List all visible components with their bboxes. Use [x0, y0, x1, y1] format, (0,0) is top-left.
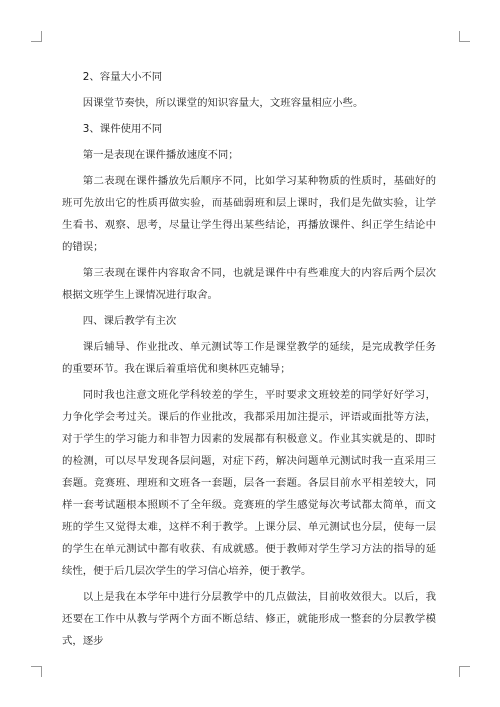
crop-mark-top-left — [31, 31, 42, 42]
paragraph: 以上是我在本学年中进行分层教学中的几点做法，目前收效很大。以后，我还要在工作中从教与学两个方面不断总结、修正，就能形成一整套的分层教学模式，逐步 — [62, 591, 436, 647]
crop-mark-bottom-right — [459, 666, 470, 677]
paragraph: 第三表现在课件内容取舍不同，也就是课件中有些难度大的内容后两个层次根据文班学生上课情况进行取舍。 — [62, 267, 436, 301]
heading-courseware: 3、课件使用不同 — [82, 123, 163, 135]
paragraph: 第一是表现在课件播放速度不同； — [82, 149, 239, 161]
paragraph: 第二表现在课件播放先后顺序不同，比如学习某种物质的性质时，基础好的班可先放出它的性质再做实验，而基础弱班和层上课时，我们是先做实验，让学生看书、观察、思考，尽量让学生得出某些结论，再播放课件、纠正学生结论中的错误； — [62, 175, 436, 253]
paragraph: 课后辅导、作业批改、单元测试等工作是课堂教学的延续，是完成教学任务的重要环节。我在课后着重培优和奥林匹克辅导； — [62, 341, 436, 375]
paragraph: 因课堂节奏快，所以课堂的知识容量大，文班容量相应小些。 — [82, 97, 364, 109]
crop-mark-bottom-left — [31, 666, 42, 677]
heading-after-class: 四、课后教学有主次 — [82, 315, 177, 327]
document-body — [62, 66, 436, 656]
heading-capacity: 2、容量大小不同 — [82, 71, 163, 83]
crop-mark-top-right — [459, 31, 470, 42]
paragraph: 同时我也注意文班化学科较差的学生，平时要求文班较差的同学好好学习，力争化学会考过关。课后的作业批改，我都采用加注提示，评语或面批等方法，对于学生的学习能力和非智力因素的发展都有积极意义。作业其实就是的、即时的检测，可以尽早发现各层问题，对症下药，解决问题单元测试时我一直采用三套题。竞赛班、理班和文班各一套题，层各一套题。各层目前水平相差较大，同样一套考试题根本照顾不了全年级。竞赛班的学生感觉每次考试都太简单，而文班的学生又觉得太难，这样不利于教学。上课分层、单元测试也分层，使每一层的学生在单元测试中都有收获、有成就感。便于教师对学生学习方法的指导的延续性，便于后几层次学生的学习信心培养，便于教学。 — [62, 389, 436, 577]
